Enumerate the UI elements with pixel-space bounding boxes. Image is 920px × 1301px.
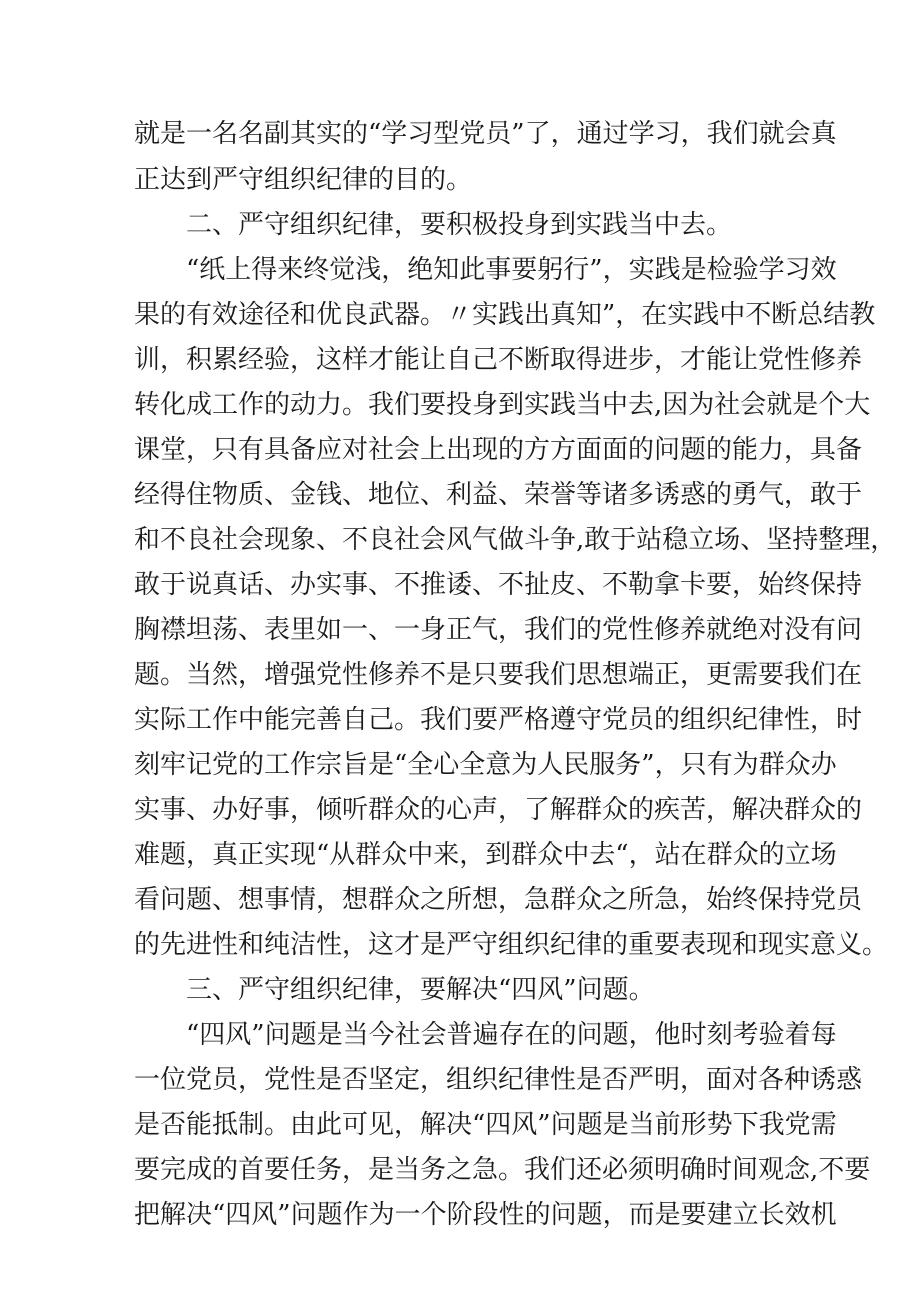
- text-line: 实事、办好事，倾听群众的心声，了解群众的疾苦，解决群众的: [134, 795, 863, 825]
- text-line: 看问题、想事情，想群众之所想，急群众之所急，始终保持党员: [134, 885, 863, 915]
- text-line: “纸上得来终觉浅，绝知此事要躬行”，实践是检验学习效: [186, 255, 837, 285]
- text-line: 果的有效途径和优良武器。〃实践出真知”，在实践中不断总结教: [134, 300, 876, 330]
- section-heading: 二、严守组织纪律，要积极投身到实践当中去。: [186, 210, 733, 240]
- text-line: 把解决“四风”问题作为一个阶段性的问题，而是要建立长效机: [134, 1200, 837, 1230]
- text-line: 和不良社会现象、不良社会风气做斗争,敢于站稳立场、坚持整理，: [134, 525, 897, 555]
- text-line: 胸襟坦荡、表里如一、一身正气，我们的党性修养就绝对没有问: [134, 615, 863, 645]
- text-line: 题。当然，增强党性修养不是只要我们思想端正，更需要我们在: [134, 660, 863, 690]
- text-line: 刻牢记党的工作宗旨是“全心全意为人民服务”，只有为群众办: [134, 750, 837, 780]
- section-heading: 三、严守组织纪律，要解决“四风”问题。: [186, 975, 655, 1005]
- text-line: 就是一名名副其实的“学习型党员”了，通过学习，我们就会真: [134, 119, 837, 149]
- text-line: 正达到严守组织纪律的目的。: [134, 165, 473, 195]
- text-line: 要完成的首要任务，是当务之急。我们还必须明确时间观念,不要: [134, 1155, 871, 1185]
- text-line: 是否能抵制。由此可见，解决“四风”问题是当前形势下我党需: [134, 1110, 837, 1140]
- text-line: 实际工作中能完善自己。我们要严格遵守党员的组织纪律性，时: [134, 705, 863, 735]
- text-line: 训，积累经验，这样才能让自己不断取得进步，才能让党性修养: [134, 345, 863, 375]
- text-line: 敢于说真话、办实事、不推诿、不扯皮、不勒拿卡要，始终保持: [134, 570, 863, 600]
- text-line: 的先进性和纯洁性，这才是严守组织纪律的重要表现和现实意义。: [134, 930, 889, 960]
- text-line: 经得住物质、金钱、地位、利益、荣誉等诸多诱惑的勇气，敢于: [134, 480, 863, 510]
- text-line: 难题，真正实现“从群众中来，到群众中去“，站在群众的立场: [134, 840, 837, 870]
- text-line: 转化成工作的动力。我们要投身到实践当中去,因为社会就是个大: [134, 390, 871, 420]
- text-line: 课堂，只有具备应对社会上出现的方方面面的问题的能力，具备: [134, 435, 863, 465]
- text-line: 一位党员，党性是否坚定，组织纪律性是否严明，面对各种诱惑: [134, 1065, 863, 1095]
- text-line: “四风”问题是当今社会普遍存在的问题，他时刻考验着每: [186, 1020, 837, 1050]
